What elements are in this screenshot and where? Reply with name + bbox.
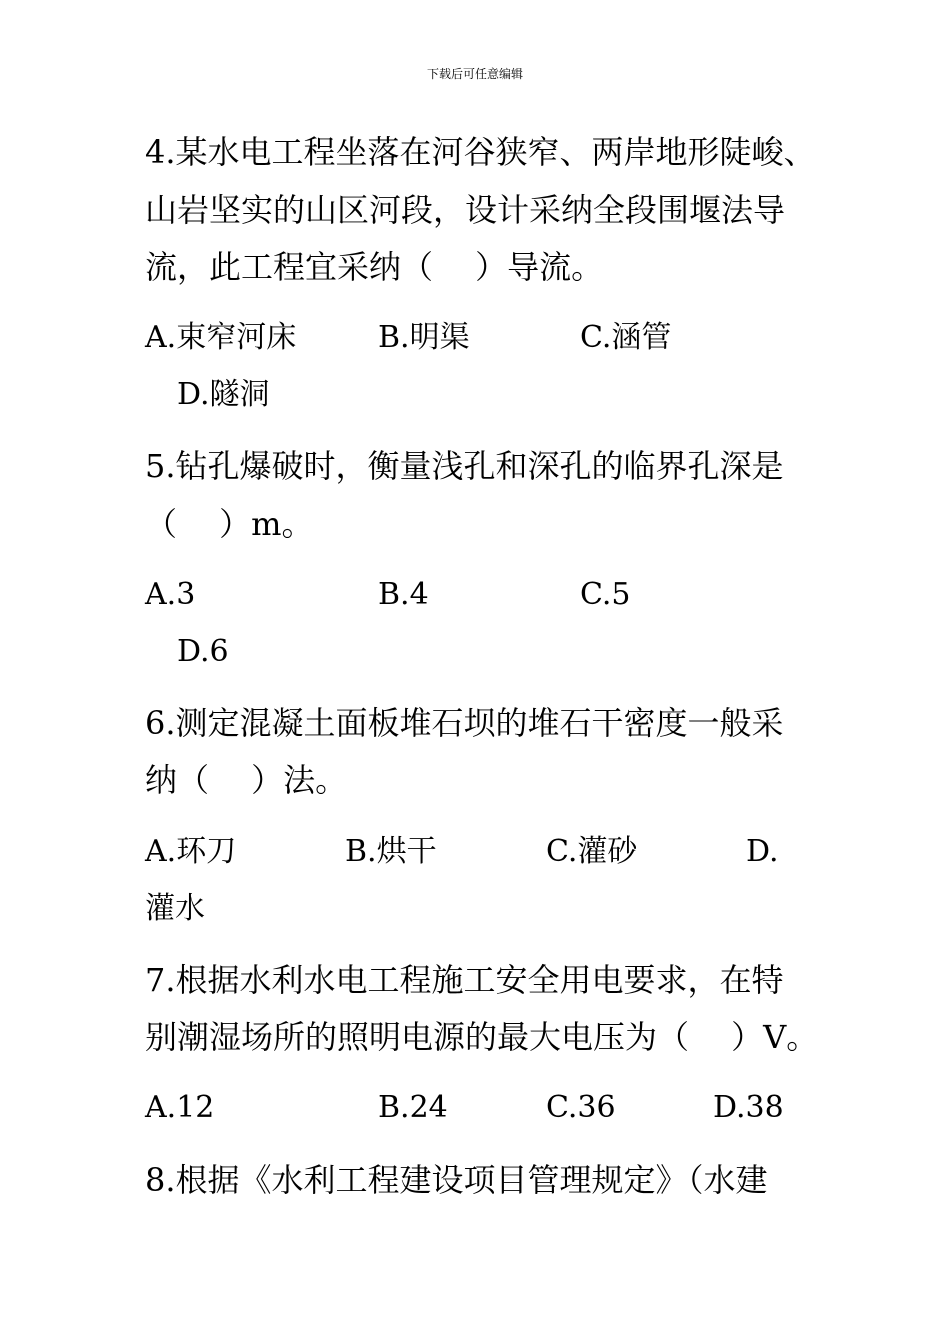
question-8-line-1: 8.根据《水利工程建设项目管理规定》（水建: [145, 1161, 768, 1199]
question-6-option-a: A.环刀: [145, 834, 237, 869]
question-7-option-b: B.24: [378, 1090, 448, 1125]
question-7-option-d: D.38: [713, 1090, 784, 1125]
question-7-option-c: C.36: [546, 1090, 616, 1125]
question-5-option-c: C.5: [580, 577, 631, 612]
question-7-line-2: 别潮湿场所的照明电源的最大电压为（ ）V。: [145, 1018, 819, 1056]
question-4-option-a: A.束窄河床: [145, 320, 297, 355]
question-7-option-a: A.12: [145, 1090, 215, 1125]
question-7-line-1: 7.根据水利水电工程施工安全用电要求，在特: [145, 961, 784, 999]
question-4-line-3: 流，此工程宜采纳（ ）导流。: [145, 248, 604, 286]
page-header: 下载后可任意编辑: [426, 67, 523, 81]
question-6-option-b: B.烘干: [345, 834, 437, 869]
question-5-line-1: 5.钻孔爆破时，衡量浅孔和深孔的临界孔深是: [145, 447, 784, 485]
question-6-line-2: 纳（ ）法。: [145, 761, 348, 799]
question-4-option-b: B.明渠: [378, 320, 470, 355]
question-6-option-d-text: 灌水: [145, 891, 205, 926]
question-6-option-d-label: D.: [746, 834, 779, 869]
question-4-line-1: 4.某水电工程坐落在河谷狭窄、两岸地形陡峻、: [145, 133, 816, 171]
question-4-line-2: 山岩坚实的山区河段，设计采纳全段围堰法导: [145, 191, 786, 229]
question-5-option-b: B.4: [378, 577, 429, 612]
question-5-line-2: （ ）m。: [145, 505, 314, 543]
question-6-option-c: C.灌砂: [546, 834, 638, 869]
question-4-option-c: C.涵管: [580, 320, 672, 355]
question-6-line-1: 6.测定混凝土面板堆石坝的堆石干密度一般采: [145, 704, 784, 742]
question-5-option-a: A.3: [145, 577, 196, 612]
question-5-option-d: D.6: [177, 634, 229, 669]
question-4-option-d: D.隧洞: [177, 377, 270, 412]
